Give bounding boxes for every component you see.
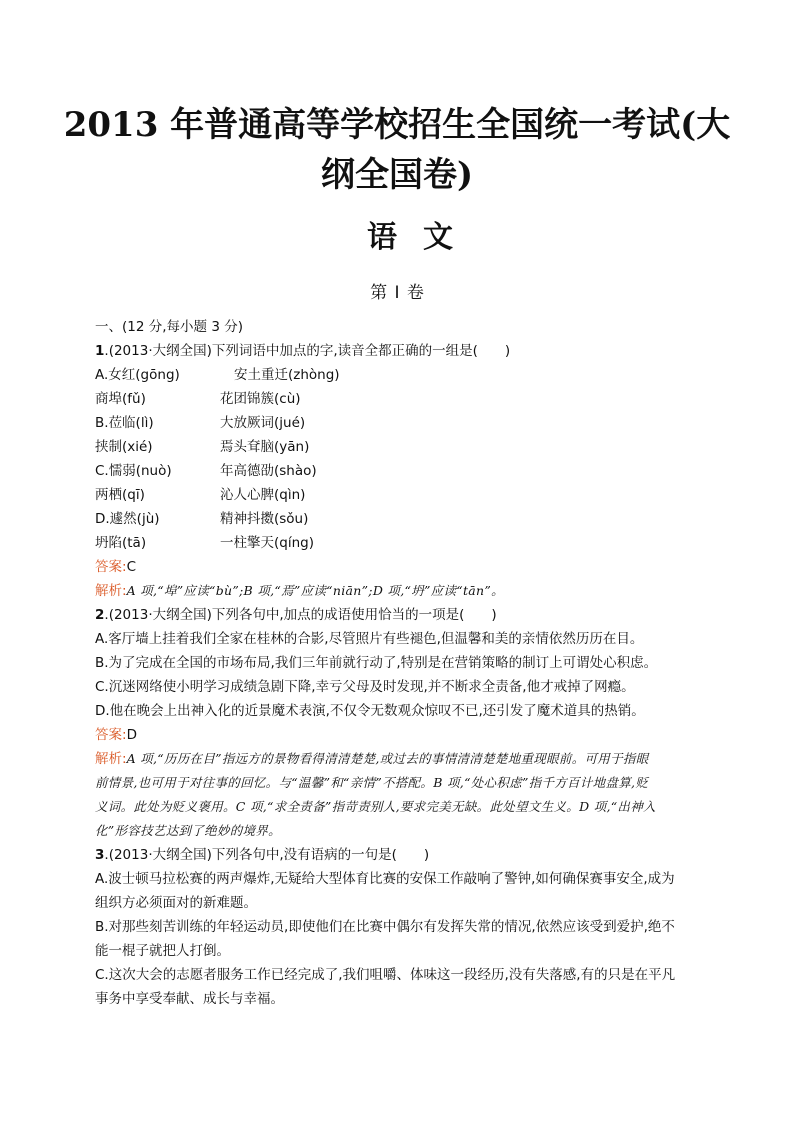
option-word-left: 商埠(fǔ) (95, 391, 146, 407)
answer-value: D (126, 727, 137, 743)
answer-label: 答案: (95, 559, 127, 575)
option-a: A.客厅墙上挂着我们全家在桂林的合影,尽管照片有些褪色,但温馨和美的亲情依然历历在目。 (95, 631, 644, 647)
option-line: 能一棍子就把人打倒。 (95, 943, 230, 959)
option-line: C.这次大会的志愿者服务工作已经完成了,我们咀嚼、体味这一段经历,没有失落感,有的只是在平凡 (95, 967, 676, 983)
option-word-left: A.女红(gōng) (95, 367, 180, 383)
section-heading: 一、(12 分,每小题 3 分) (95, 319, 243, 335)
title-line-2: 纲全国卷) (320, 155, 474, 195)
title-line-1: 2013 年普通高等学校招生全国统一考试(大 (63, 105, 731, 145)
option-word-right: 安土重迁(zhòng) (234, 367, 340, 383)
exam-content (95, 315, 715, 1011)
option-row (95, 459, 715, 483)
question-1-answer (95, 555, 715, 579)
question-2-answer (95, 723, 715, 747)
answer-value: C (126, 559, 136, 575)
option-d: D.他在晚会上出神入化的近景魔术表演,不仅令无数观众惊叹不已,还引发了魔术道具的热销。 (95, 703, 645, 719)
option-word-right: 精神抖擞(sǒu) (220, 511, 309, 527)
explanation-label: 解析: (95, 583, 127, 599)
option-line: B.对那些刻苦训练的年轻运动员,即使他们在比赛中偶尔有发挥失常的情况,依然应该受到爱护,绝不 (95, 919, 675, 935)
option-row (95, 507, 715, 531)
option-word-right: 焉头耷脑(yān) (220, 439, 310, 455)
option-word-left: 两栖(qī) (95, 487, 145, 503)
volume-heading: 第 Ⅰ 卷 (370, 283, 424, 303)
option-row (95, 387, 715, 411)
option-word-right: 沁人心脾(qìn) (220, 487, 306, 503)
question-2-explanation-line: 化”形容技艺达到了绝妙的境界。 (95, 823, 281, 838)
subject-heading: 语文 (367, 220, 479, 255)
option-word-right: 大放厥词(jué) (220, 415, 306, 431)
explanation-text: A 项,“埠”应读“bù”;B 项,“焉”应读“niān”;D 项,“坍”应读“tān”。 (126, 583, 504, 598)
question-2-stem (95, 603, 715, 627)
option-line: 事务中享受奉献、成长与幸福。 (95, 991, 284, 1007)
explanation-text: A 项,“历历在目”指远方的景物看得清清楚楚,或过去的事情清清楚楚地重现眼前。可用于指眼 (126, 751, 649, 766)
question-text: .(2013·大纲全国)下列各句中,加点的成语使用恰当的一项是( ) (104, 607, 497, 623)
question-2-explanation-line (95, 747, 715, 771)
option-word-left: C.懦弱(nuò) (95, 463, 172, 479)
option-word-right: 一柱擎天(qíng) (220, 535, 314, 551)
option-word-right: 年高德劭(shào) (220, 463, 317, 479)
question-number: 2 (95, 607, 105, 623)
option-row (95, 531, 715, 555)
explanation-label: 解析: (95, 751, 127, 767)
exam-title (60, 100, 734, 200)
option-word-right: 花团锦簇(cù) (220, 391, 301, 407)
question-text: .(2013·大纲全国)下列各句中,没有语病的一句是( ) (104, 847, 430, 863)
option-b: B.为了完成在全国的市场布局,我们三年前就行动了,特别是在营销策略的制订上可谓处心积虑。 (95, 655, 658, 671)
option-line: 组织方必须面对的新难题。 (95, 895, 257, 911)
answer-label: 答案: (95, 727, 127, 743)
question-text: .(2013·大纲全国)下列词语中加点的字,读音全都正确的一组是( ) (104, 343, 511, 359)
question-1-options (95, 363, 715, 555)
option-row (95, 435, 715, 459)
question-3-stem (95, 843, 715, 867)
option-word-left: 挟制(xié) (95, 439, 153, 455)
question-1-stem (95, 339, 715, 363)
option-word-left: D.遽然(jù) (95, 511, 160, 527)
option-c: C.沉迷网络使小明学习成绩急剧下降,幸亏父母及时发现,并不断求全责备,他才戒掉了网瘾。 (95, 679, 635, 695)
question-1-explanation (95, 579, 715, 603)
question-2-explanation-line: 义词。此处为贬义褒用。C 项,“求全责备”指苛责别人,要求完美无缺。此处望文生义。D 项,“出神入 (95, 799, 656, 814)
option-word-left: B.莅临(lì) (95, 415, 154, 431)
question-number: 3 (95, 847, 105, 863)
option-row (95, 363, 715, 387)
option-word-left: 坍陷(tā) (95, 535, 147, 551)
option-line: A.波士顿马拉松赛的两声爆炸,无疑给大型体育比赛的安保工作敲响了警钟,如何确保赛事安全,成为 (95, 871, 675, 887)
question-2-explanation-line: 前情景,也可用于对往事的回忆。与“温馨”和“亲情”不搭配。B 项,“处心积虑”指千方百计地盘算,贬 (95, 775, 649, 790)
option-row (95, 483, 715, 507)
option-row (95, 411, 715, 435)
question-number: 1 (95, 343, 105, 359)
